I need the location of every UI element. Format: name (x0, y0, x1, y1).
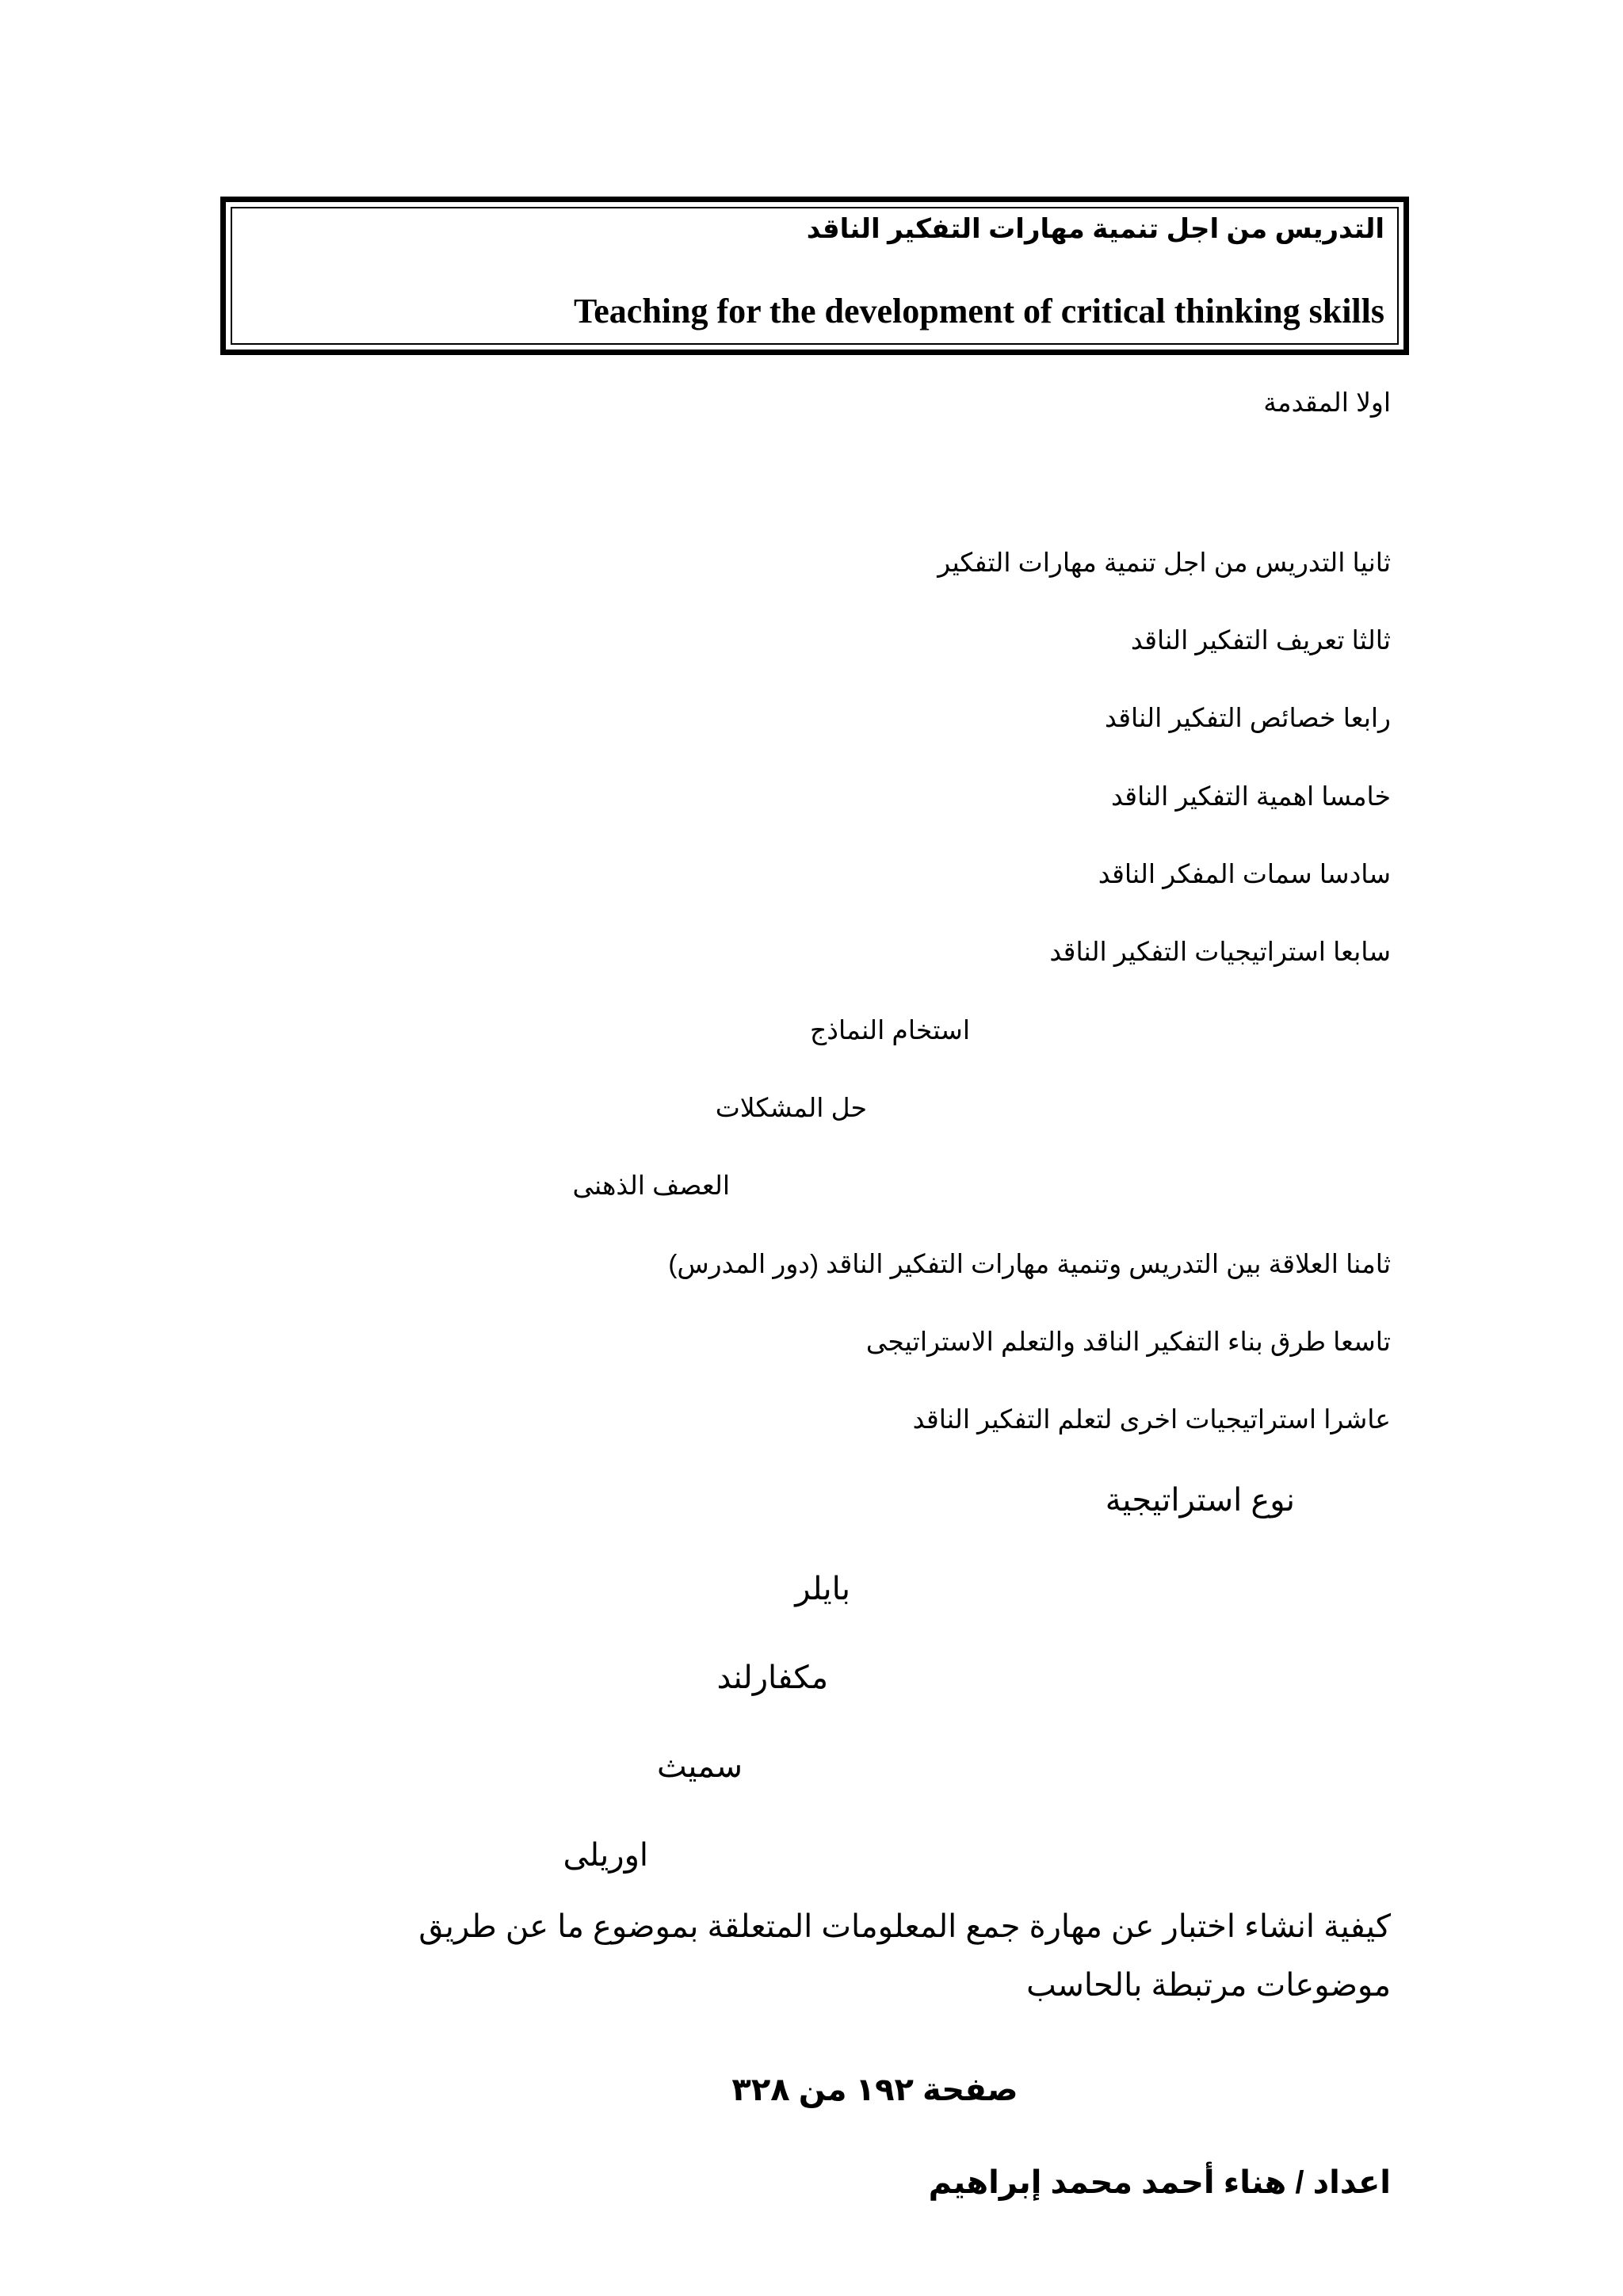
section-4: رابعا خصائص التفكير الناقد (1104, 703, 1391, 732)
strategy-type-item-4: اوريلى (563, 1838, 648, 1873)
section-6: سادسا سمات المفكر الناقد (1098, 859, 1391, 888)
strategy-type-item-3: سميث (657, 1749, 743, 1784)
section-7: سابعا استراتيجيات التفكير الناقد (1049, 937, 1391, 966)
strategy-type-item-1: بايلر (795, 1572, 850, 1606)
section-9: تاسعا طرق بناء التفكير الناقد والتعلم الاستراتيجى (865, 1327, 1391, 1356)
title-box (220, 197, 1409, 355)
title-english: Teaching for the development of critical thinking skills (573, 292, 1384, 330)
section-5: خامسا اهمية التفكير الناقد (1110, 781, 1391, 811)
section-1-introduction: اولا المقدمة (1263, 388, 1391, 417)
strategy-item-3: العصف الذهنى (572, 1171, 730, 1200)
section-8: ثامنا العلاقة بين التدريس وتنمية مهارات التفكير الناقد (دور المدرس) (668, 1249, 1391, 1278)
section-3: ثالثا تعريف التفكير الناقد (1130, 625, 1391, 655)
section-10: عاشرا استراتيجيات اخرى لتعلم التفكير الناقد (912, 1404, 1391, 1434)
strategy-item-1: استخام النماذج (809, 1015, 970, 1045)
page-number: صفحة ١٩٢ من ٣٢٨ (731, 2073, 1018, 2107)
strategy-item-2: حل المشكلات (715, 1093, 867, 1122)
title-arabic: التدريس من اجل تنمية مهارات التفكير الناقد (806, 214, 1384, 244)
strategy-type-item-2: مكفارلند (716, 1660, 828, 1695)
author: اعداد / هناء أحمد محمد إبراهيم (928, 2165, 1391, 2200)
task-line-1: كيفية انشاء اختبار عن مهارة جمع المعلومات المتعلقة بموضوع ما عن طريق (418, 1909, 1391, 1944)
task-line-2: موضوعات مرتبطة بالحاسب (1026, 1968, 1391, 2003)
strategy-type-heading: نوع استراتيجية (1105, 1483, 1295, 1518)
section-2: ثانيا التدريس من اجل تنمية مهارات التفكير (938, 548, 1391, 577)
